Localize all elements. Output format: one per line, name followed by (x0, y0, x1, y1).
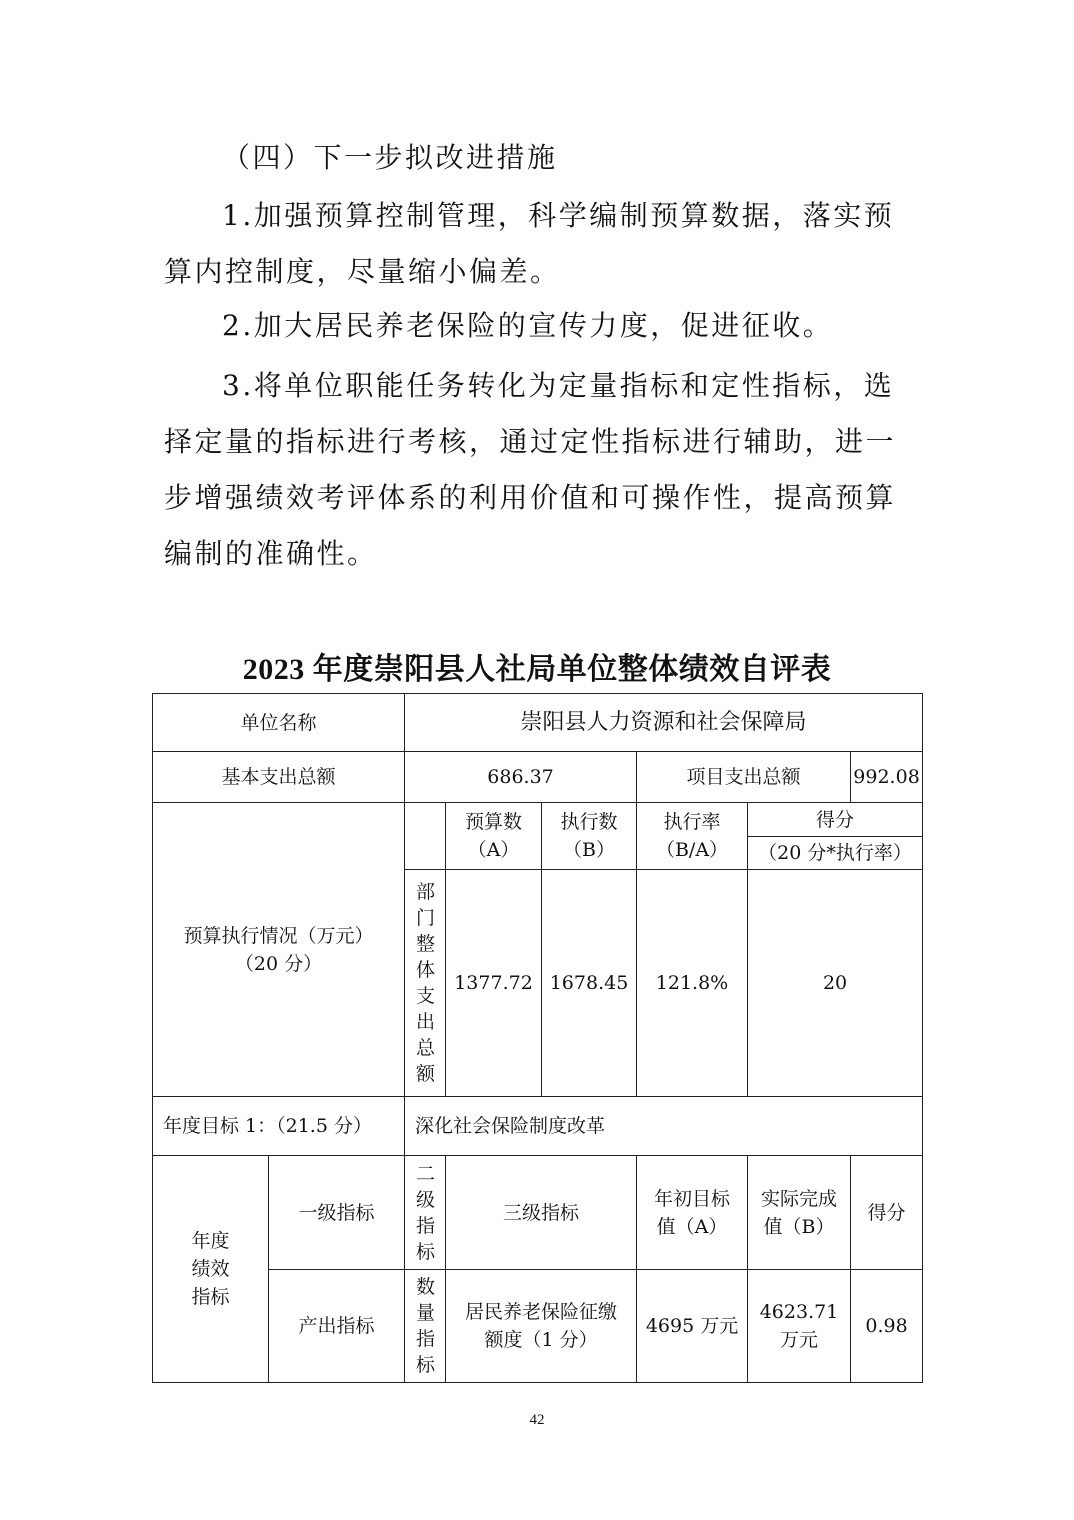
score-header: 得分 (748, 803, 923, 837)
execution-header (542, 803, 637, 870)
measure-item-1: 1.加强预算控制管理，科学编制预算数据，落实预算内控制度，尽量缩小偏差。 (164, 199, 895, 288)
empty-cell (405, 803, 446, 870)
basic-expense-value: 686.37 (405, 752, 637, 803)
self-evaluation-table (152, 693, 923, 1383)
actual-value-text: 4623.71 万元 (759, 1301, 839, 1351)
budget-header-text: 预算数 (465, 811, 523, 833)
annual-goal-label: 年度目标 1：（21.5 分） (153, 1097, 405, 1156)
measure-item-2: 2.加大居民养老保险的宣传力度，促进征收。 (222, 309, 834, 342)
execution-value: 1678.45 (542, 870, 637, 1097)
level2-header (405, 1156, 446, 1270)
budget-execution-points: （20 分） (234, 952, 323, 975)
rate-header-text: 执行率 (663, 811, 721, 833)
level3-value-text: 居民养老保险征缴额度（1 分） (465, 1301, 618, 1351)
performance-indicator-label (153, 1156, 269, 1383)
unit-name-label: 单位名称 (153, 694, 405, 752)
measure-item-3: 3.将单位职能任务转化为定量指标和定性指标，选择定量的指标进行考核，通过定性指标进行辅助，进一步增强绩效考评体系的利用价值和可操作性，提高预算编制的准确性。 (164, 369, 897, 570)
unit-name-value: 崇阳县人力资源和社会保障局 (405, 694, 923, 752)
table-title: 2023 年度崇阳县人社局单位整体绩效自评表 (242, 653, 832, 686)
level3-value (446, 1270, 637, 1383)
budget-header-sub: （A） (467, 839, 520, 861)
budget-header (446, 803, 542, 870)
level1-value: 产出指标 (269, 1270, 405, 1383)
level2-header-text: 二级指标 (416, 1162, 436, 1263)
score-value: 20 (748, 870, 923, 1097)
actual-value (748, 1270, 851, 1383)
target-value: 4695 万元 (637, 1270, 748, 1383)
score-formula-header: （20 分*执行率） (748, 837, 923, 870)
execution-header-text: 执行数 (560, 811, 618, 833)
project-expense-value: 992.08 (851, 752, 923, 803)
level2-value (405, 1270, 446, 1383)
execution-header-sub: （B） (563, 839, 615, 861)
budget-execution-label (153, 803, 405, 1097)
rate-header-sub: （B/A） (655, 839, 729, 861)
project-expense-label: 项目支出总额 (637, 752, 851, 803)
page-number: 42 (529, 1412, 545, 1428)
section-heading: （四）下一步拟改进措施 (222, 141, 558, 174)
target-header (637, 1156, 748, 1270)
indicator-score-value: 0.98 (851, 1270, 923, 1383)
level3-header: 三级指标 (446, 1156, 637, 1270)
performance-indicator-text: 年度绩效指标 (191, 1230, 230, 1308)
actual-header (748, 1156, 851, 1270)
dept-total-expense-text: 部门整体支出总额 (416, 881, 436, 1085)
basic-expense-label: 基本支出总额 (153, 752, 405, 803)
annual-goal-text: 深化社会保险制度改革 (405, 1097, 923, 1156)
level2-value-text: 数量指标 (416, 1276, 436, 1376)
level1-header: 一级指标 (269, 1156, 405, 1270)
indicator-score-header: 得分 (851, 1156, 923, 1270)
budget-execution-title: 预算执行情况（万元） (183, 924, 374, 947)
target-header-text: 年初目标值（A） (654, 1187, 731, 1238)
actual-header-text: 实际完成值（B） (761, 1187, 838, 1238)
rate-header (637, 803, 748, 870)
budget-value: 1377.72 (446, 870, 542, 1097)
dept-total-expense-label (405, 870, 446, 1097)
rate-value: 121.8% (637, 870, 748, 1097)
